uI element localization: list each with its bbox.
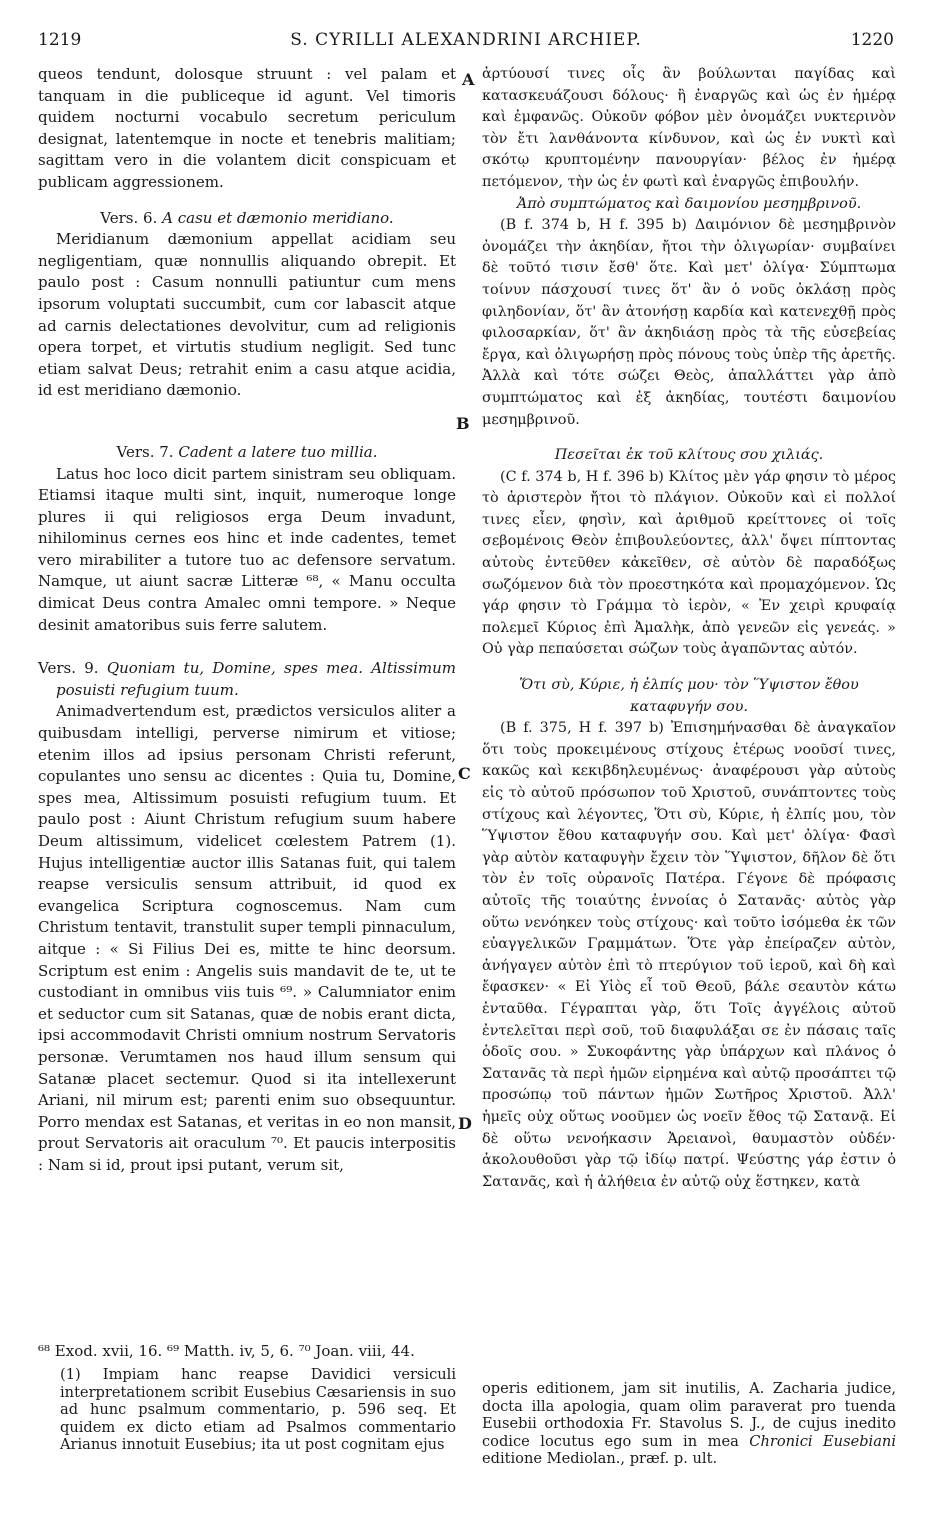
verse-heading-6 (38, 208, 456, 230)
footnote-text: operis editionem, jam sit inutilis, A. Zacharia judice, docta illa apologia, quam olim paraverat pro tuenda Eusebii orthodoxia Fr. Stavolus S. J., de cujus inedito codice locutus ego sum in mea (482, 1380, 896, 1450)
footnote-text: editione Mediolan., præf. p. ult. (482, 1450, 718, 1468)
latin-paragraph-2: Meridianum dæmonium appellat acidiam seu negligentiam, quæ nonnullis aliquando obrepit. Et paulo post : Casum nonnulli patiuntur cum mens ipsorum voluptati succumbit, cum cor labascit atque ad carnis delectationes devolvitur, cum ad religionis opera torpet, et virtutis studium negligit. Sed tunc etiam salvat Deus; retrahit enim a casu atque acidia, id est meridiano dæmonio. (38, 230, 456, 400)
greek-paragraph-2: (B f. 374 b, H f. 395 b) Δαιμόνιον δὲ μεσημβρινὸν ὀνομάζει τὴν ἀκηδίαν, ἤτοι τὴν ὀλιγωρίαν· συμβαίνει δὲ τοῦτό τισιν ἔσθ' ὅτε. Καὶ μετ' ὀλίγα· Σύμπτωμα τοίνυν πάσχουσί τινες ὅτ' ἂν ὁ νοῦς ὀκλάσῃ πρὸς φιληδονίαν, ὅτ' ἂν ἀτονήσῃ καρδία καὶ κατενεχθῇ πρὸς φιλοσαρκίαν, ὅτ' ἂν ἀκηδιάσῃ πρὸς τὰ τῆς εὐσεβείας ἔργα, καὶ ὀλιγωρήσῃ πρὸς πόνους τοὺς ὑπὲρ τῆς ἀρετῆς. Ἀλλὰ καὶ τότε σώζει Θεὸς, ἀπαλλάττει γὰρ ἀπὸ συμπτώματος καὶ ἐξ ἀκηδίας, τουτέστι δαιμονίου μεσημβρινοῦ. (482, 217, 896, 428)
latin-column (38, 64, 456, 1177)
verse-text: Quoniam tu, Domine, spes mea. Altissimum posuisti refugium tuum. (56, 659, 456, 699)
greek-verse-heading-6: Ἀπὸ συμπτώματος καὶ δαιμονίου μεσημβρινοῦ. (516, 195, 862, 212)
verse-text: A casu et dæmonio meridiano. (162, 208, 394, 227)
greek-column (482, 64, 896, 1193)
margin-marker-d: D (458, 1114, 472, 1133)
footnote-continuation (482, 1380, 896, 1468)
greek-verse-heading-7: Πεσεῖται ἐκ τοῦ κλίτους σου χιλιάς. (554, 447, 824, 464)
verse-label: Vers. 6. (100, 208, 158, 227)
verse-label: Vers. 9. (38, 659, 99, 678)
greek-paragraph-4: (B f. 375, H f. 397 b) Ἐπισημήνασθαι δὲ ἀναγκαῖον ὅτι τοὺς προκειμένους στίχους ἑτέρως νοοῦσί τινες, κακῶς καὶ κεκιβδηλευμένως· ἀναφέρουσι γὰρ αὐτοὺς εἰς τὸ αὐτοῦ πρόσωπον τοῦ Χριστοῦ, συνάπτοντες τοὺς στίχους καὶ λέγοντες, Ὅτι σὺ, Κύριε, ἡ ἐλπίς μου, τὸν Ὕψιστον ἔθου καταφυγήν σου. Καὶ μετ' ὀλίγα· Φασὶ γὰρ αὐτὸν καταφυγὴν ἔχειν τὸν Ὕψιστον, δῆλον δὲ ὅτι τὸν ἐν τοῖς οὐρανοῖς Πατέρα. Γέγονε δὲ πρόφασις αὐτοῖς τῆς τοιαύτης ἐννοίας ὁ Σατανᾶς· αὐτὸς γὰρ οὕτω νενόηκεν τοὺς στίχους· καὶ τοῦτο ἰσόμεθα ἐκ τῶν εὐαγγελικῶν Γραμμάτων. Ὅτε γὰρ ἐπείραζεν αὐτὸν, ἀνήγαγεν αὐτὸν ἐπὶ τὸ πτερύγιον τοῦ ἱεροῦ, καὶ δὴ καὶ ἔφασκεν· « Εἰ Υἱὸς εἶ τοῦ Θεοῦ, βάλε σεαυτὸν κάτω ἐνταῦθα. Γέγραπται γὰρ, ὅτι Τοῖς ἀγγέλοις αὐτοῦ ἐντελεῖται περὶ σοῦ, τοῦ διαφυλάξαι σε ἐν πάσαις ταῖς ὁδοῖς σου. » Συκοφάντης γὰρ ὑπάρχων καὶ πλάνος ὁ Σατανᾶς τὰ περὶ ἡμῶν εἰρημένα καὶ αὐτῷ προσάπτει τῷ προσώπῳ τοῦ πάντων ἡμῶν Σωτῆρος Χριστοῦ. Ἀλλ' ἡμεῖς οὐχ οὕτως νοοῦμεν ὡς νοεῖν ἔθος τῷ Σατανᾷ. Εἰ δὲ οὕτω νενοήκασιν Ἀρειανοὶ, θαυμαστὸν οὐδέν· ἀκολουθοῦσι γὰρ τῷ ἰδίῳ πατρί. Ψεύστης γάρ ἐστιν ὁ Σατανᾶς, καὶ ἡ ἀλήθεια ἐν αὐτῷ οὐχ ἕστηκεν, κατὰ (482, 720, 896, 1190)
greek-paragraph-3: (C f. 374 b, H f. 396 b) Κλίτος μὲν γάρ φησιν τὸ μέρος τὸ ἀριστερὸν ἤτοι τὸ πλάγιον. Οὐκοῦν καὶ εἰ πολλοί τινες εἶεν, φησὶν, καὶ ἀριθμοῦ κρείττονες οἱ τοῖς σεβομένοις Θεὸν ἐπιβουλεύοντες, ἀλλ' ὄψει πίπτοντας αὐτοὺς ἐντεῦθεν κἀκεῖθεν, σὲ αὐτὸν δὲ παραδόξως σωζόμενον διὰ τὸν προεστηκότα καὶ προμαχόμενον. Ὡς γάρ φησιν τὸ Γράμμα τὸ ἱερὸν, « Ἐν χειρὶ κρυφαίᾳ πολεμεῖ Κύριος ἐπὶ Ἀμαλὴκ, ἀπὸ γενεῶν εἰς γενεάς. » Οὐ γὰρ πεπαύσεται σώζων τοὺς ἀγαπῶντας αὐτόν. (482, 468, 896, 658)
footnote-references: ⁶⁸ Exod. xvii, 16. ⁶⁹ Matth. iv, 5, 6. ⁷⁰ Joan. viii, 44. (38, 1342, 415, 1360)
latin-paragraph-1: queos tendunt, dolosque struunt : vel palam et tanquam in die publiceque id agunt. Vel timoris quidem nocturni vocabulo secretum periculum designat, latentemque in nocte et tenebris malitiam; sagittam vero in die volantem dicit conspicuam et publicam aggressionem. (38, 65, 456, 191)
running-header (38, 30, 894, 58)
margin-marker-b: B (456, 414, 470, 433)
latin-paragraph-3: Latus hoc loco dicit partem sinistram seu obliquam. Etiamsi itaque multi sint, inquit, numeroque longe plures ii qui religiosos erga Deum invadunt, nihilominus cernes eos hinc et inde cadentes, temet vero mirabiliter a tutore tuo ac defensore servatum. Namque, ut aiunt sacræ Litteræ ⁶⁸, « Manu occulta dimicat Deus contra Amalec omni tempore. » Neque desinit amatoribus suis ferre salutem. (38, 464, 456, 634)
verse-label: Vers. 7. (116, 442, 174, 461)
running-title: S. CYRILLI ALEXANDRINI ARCHIEP. (290, 30, 642, 50)
greek-paragraph-1: ἀρτύουσί τινες οἷς ἂν βούλωνται παγίδας καὶ κατασκευάζουσι δόλους· ἢ ἐναργῶς καὶ ὡς ἐν ἡμέρᾳ καὶ ἐμφανῶς. Οὐκοῦν φόβον μὲν ὀνομάζει νυκτερινὸν τὸν ἔτι λανθάνοντα κίνδυνον, καὶ ὡς ἐν νυκτὶ καὶ σκότῳ κρυπτομένην πανουργίαν· βέλος ἐν ἡμέρᾳ πετόμενον, τὴν ὡς ἐν φωτὶ καὶ ἐναργῶς ἐπιβουλήν. (482, 66, 896, 190)
footnote-right (482, 1380, 896, 1468)
footnote-title: Chronici Eusebiani (749, 1432, 896, 1450)
verse-text: Cadent a latere tuo millia. (178, 442, 378, 461)
page-number-left: 1219 (38, 30, 82, 50)
verse-heading-9 (38, 658, 456, 701)
footnote-left (60, 1366, 456, 1454)
latin-paragraph-4: Animadvertendum est, prædictos versiculos aliter a quibusdam intelligi, perverse nimirum et vitiose; etenim illos ad ipsius personam Christi referunt, copulantes uno sensu ac dicentes : Quia tu, Domine, spes mea, Altissimum posuisti refugium tuum. Et paulo post : Aiunt Christum refugium suum habere Deum altissimum, videlicet cœlestem Patrem (1). Hujus intelligentiæ auctor illis Satanas fuit, qui talem reapse versiculis sensum attribuit, id quod ex evangelica Scriptura cognoscemus. Nam cum Christum tentavit, transtulit super templi pinnaculum, aitque : « Si Filius Dei es, mitte te hinc deorsum. Scriptum est enim : Angelis suis mandavit de te, ut te custodiant in omnibus viis tuis ⁶⁹. » Calumniator enim et seductor cum sit Satanas, quæ de nobis erant dicta, ipsi accommodavit Christi omnium nostrum Servatoris personæ. Verumtamen nos haud illum sensum qui Satanæ placet sectemur. Quod si ita intellexerunt Ariani, nil mirum est; parenti enim suo obsequuntur. Porro mendax est Satanas, et veritas in eo non mansit, prout Servatoris ait oraculum ⁷⁰. Et paucis interpositis : Nam si id, prout ipsi putant, verum sit, (38, 702, 456, 1174)
page-number-right: 1220 (850, 30, 894, 50)
greek-verse-heading-9: Ὅτι σὺ, Κύριε, ἡ ἐλπίς μου· τὸν Ὕψιστον ἔθου καταφυγήν σου. (519, 677, 859, 715)
footnote-text: (1) Impiam hanc reapse Davidici versiculi interpretationem scribit Eusebius Cæsariensis in suo ad hunc psalmum commentario, p. 596 seq. Et quidem ex dicto etiam ad Psalmos commentario Arianus innotuit Eusebius; ita ut post cognitam ejus (60, 1366, 456, 1454)
verse-heading-7 (38, 442, 456, 464)
margin-marker-c: C (458, 764, 471, 783)
margin-marker-a: A (462, 70, 475, 89)
